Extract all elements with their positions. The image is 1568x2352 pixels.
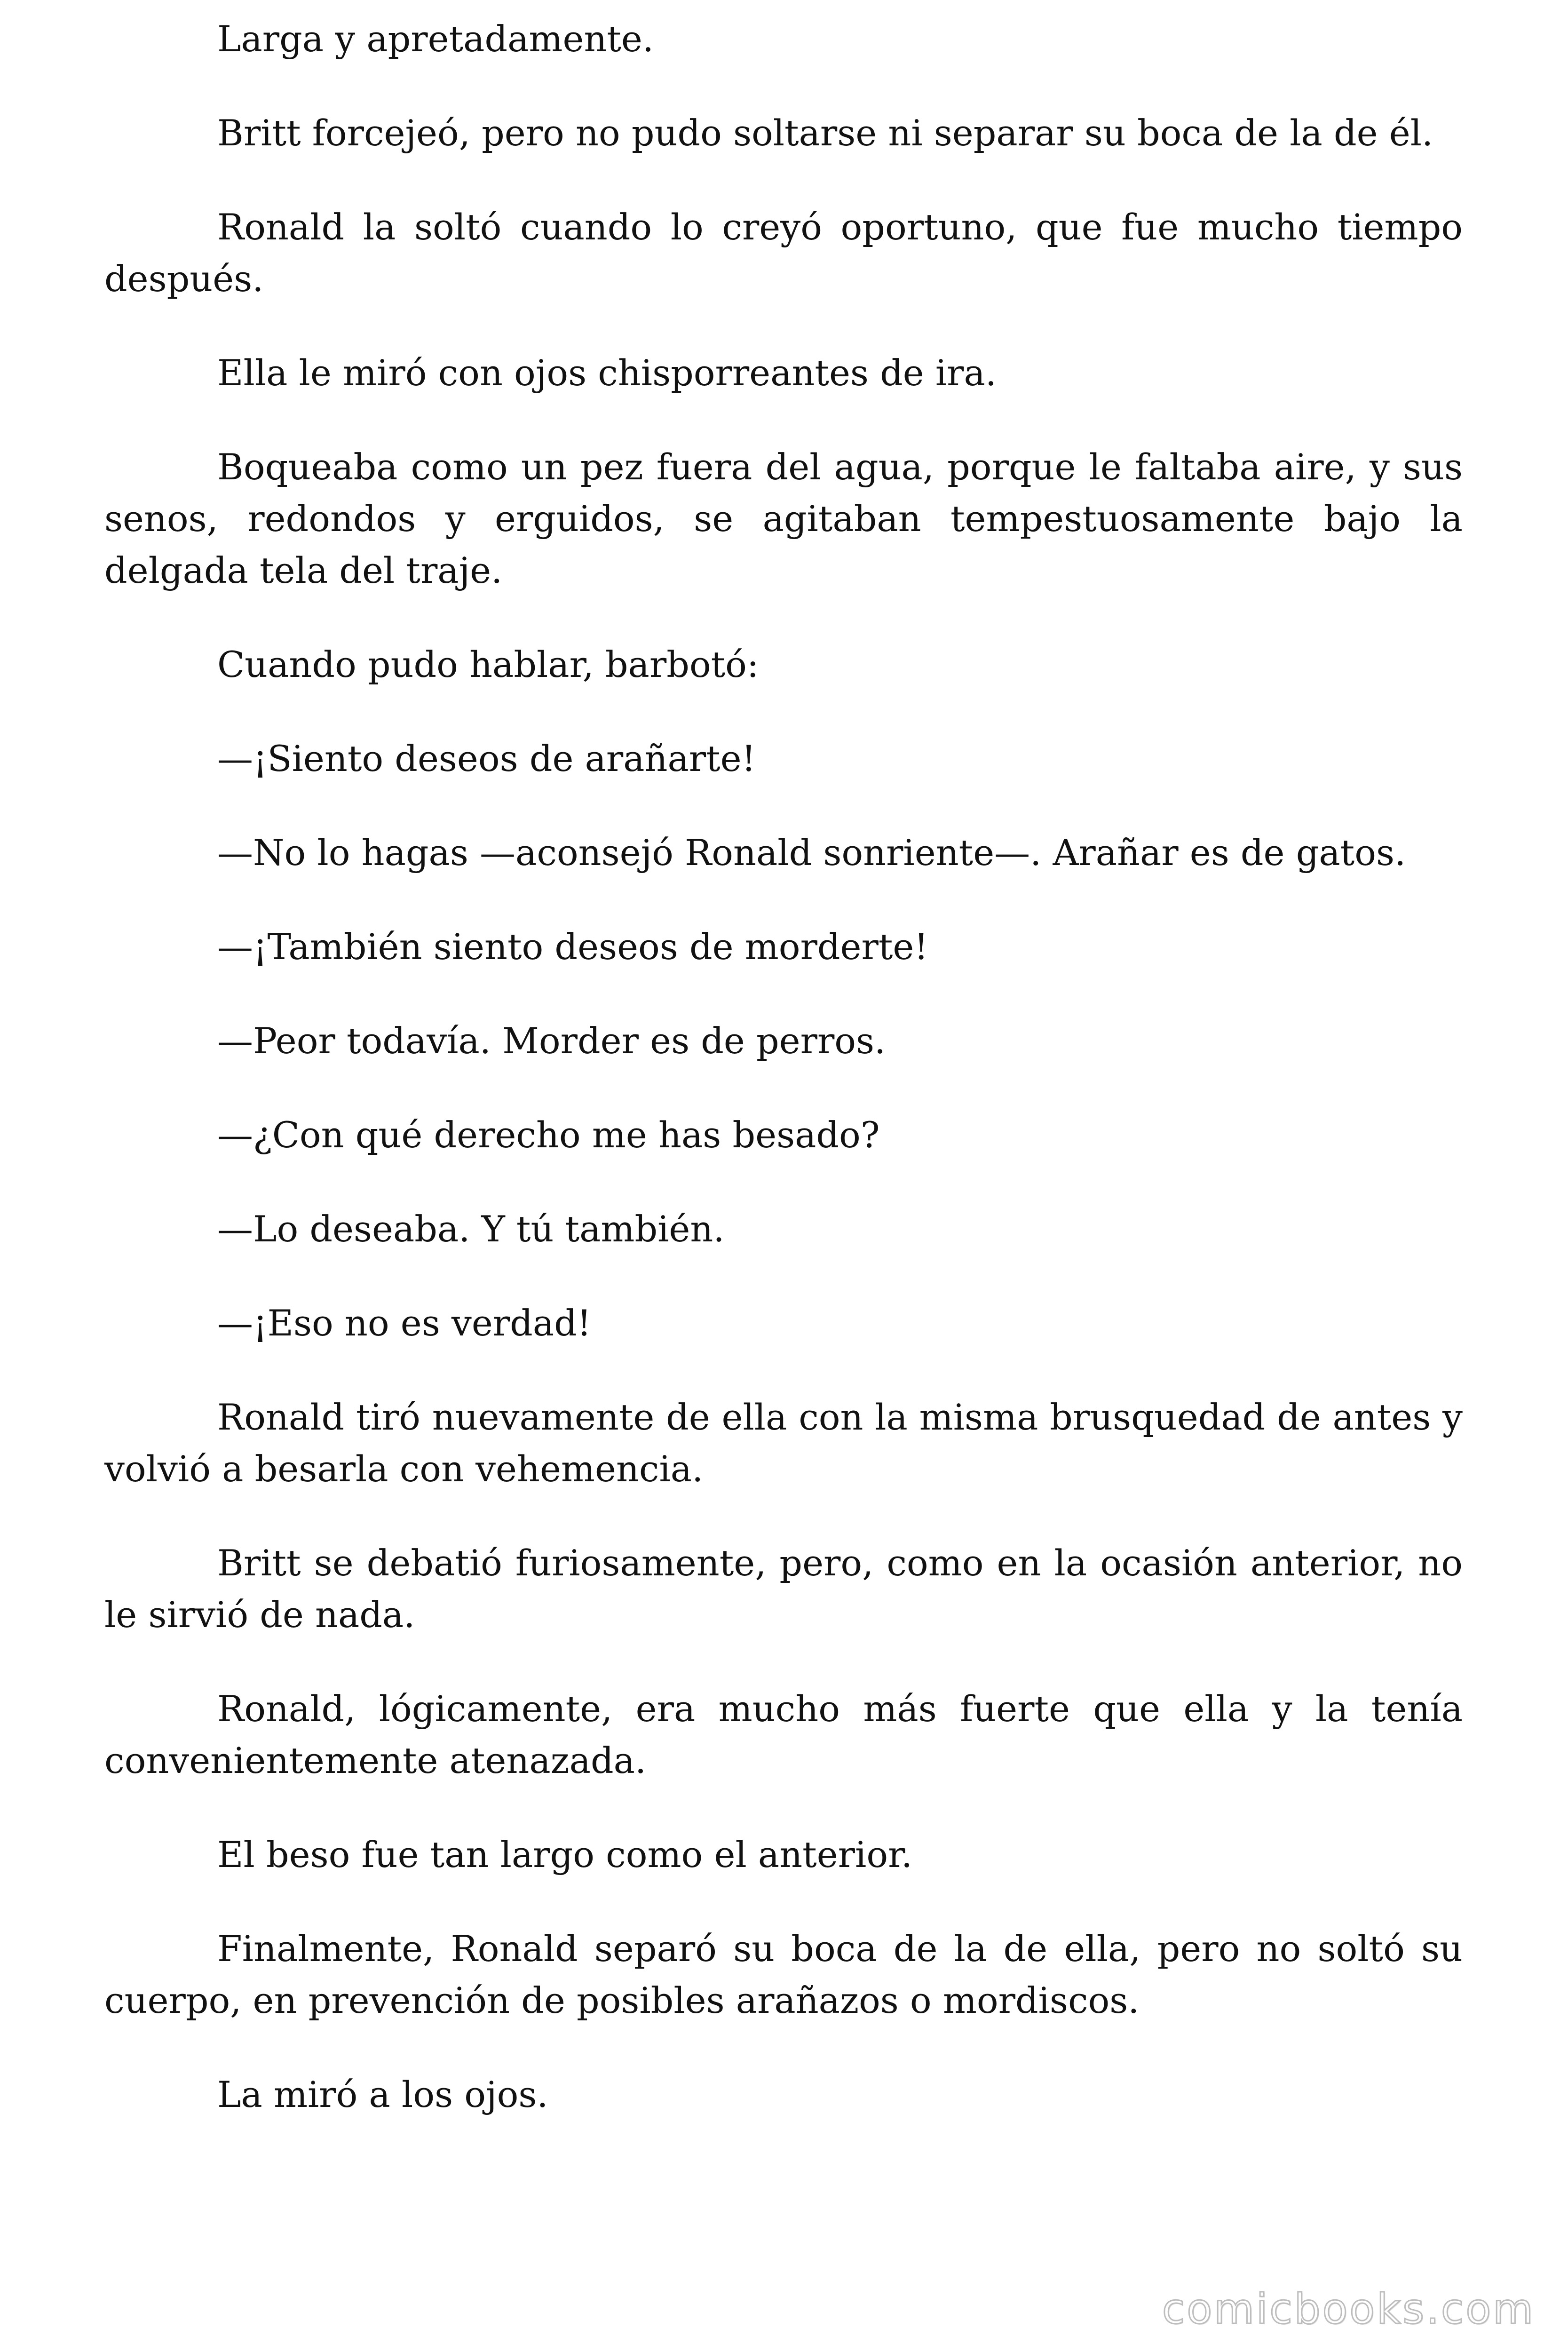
paragraph: Ronald la soltó cuando lo creyó oportuno, que fue mucho tiempo después. xyxy=(104,206,1463,300)
paragraph: —¡Siento deseos de arañarte! xyxy=(217,738,756,779)
watermark-text: comicbooks.com xyxy=(1162,2285,1535,2333)
paragraph: Ronald tiró nuevamente de ella con la misma brusquedad de antes y volvió a besarla con vehemencia. xyxy=(104,1396,1463,1490)
paragraph: Britt se debatió furiosamente, pero, como en la ocasión anterior, no le sirvió de nada. xyxy=(104,1542,1463,1636)
paragraph: Larga y apretadamente. xyxy=(217,18,654,60)
paragraph: Cuando pudo hablar, barbotó: xyxy=(217,644,759,685)
body-text xyxy=(104,13,1463,2163)
paragraph: Ronald, lógicamente, era mucho más fuerte que ella y la tenía convenientemente atenazada. xyxy=(104,1688,1463,1781)
paragraph: —¿Con qué derecho me has besado? xyxy=(217,1114,880,1156)
paragraph: La miró a los ojos. xyxy=(217,2074,548,2115)
paragraph: —Peor todavía. Morder es de perros. xyxy=(217,1020,886,1062)
paragraph: —¡También siento deseos de morderte! xyxy=(217,926,928,968)
paragraph: Finalmente, Ronald separó su boca de la de ella, pero no soltó su cuerpo, en prevención de posibles arañazos o mordiscos. xyxy=(104,1928,1463,2021)
paragraph: Ella le miró con ojos chisporreantes de ira. xyxy=(217,352,997,394)
paragraph: —Lo deseaba. Y tú también. xyxy=(217,1208,725,1250)
paragraph: Boqueaba como un pez fuera del agua, porque le faltaba aire, y sus senos, redondos y erguidos, se agitaban tempestuosamente bajo la delgada tela del traje. xyxy=(104,446,1463,591)
paragraph: —No lo hagas —aconsejó Ronald sonriente—. Arañar es de gatos. xyxy=(217,832,1406,874)
paragraph: El beso fue tan largo como el anterior. xyxy=(217,1834,913,1875)
paragraph: Britt forcejeó, pero no pudo soltarse ni separar su boca de la de él. xyxy=(217,112,1433,154)
paragraph: —¡Eso no es verdad! xyxy=(217,1302,592,1344)
